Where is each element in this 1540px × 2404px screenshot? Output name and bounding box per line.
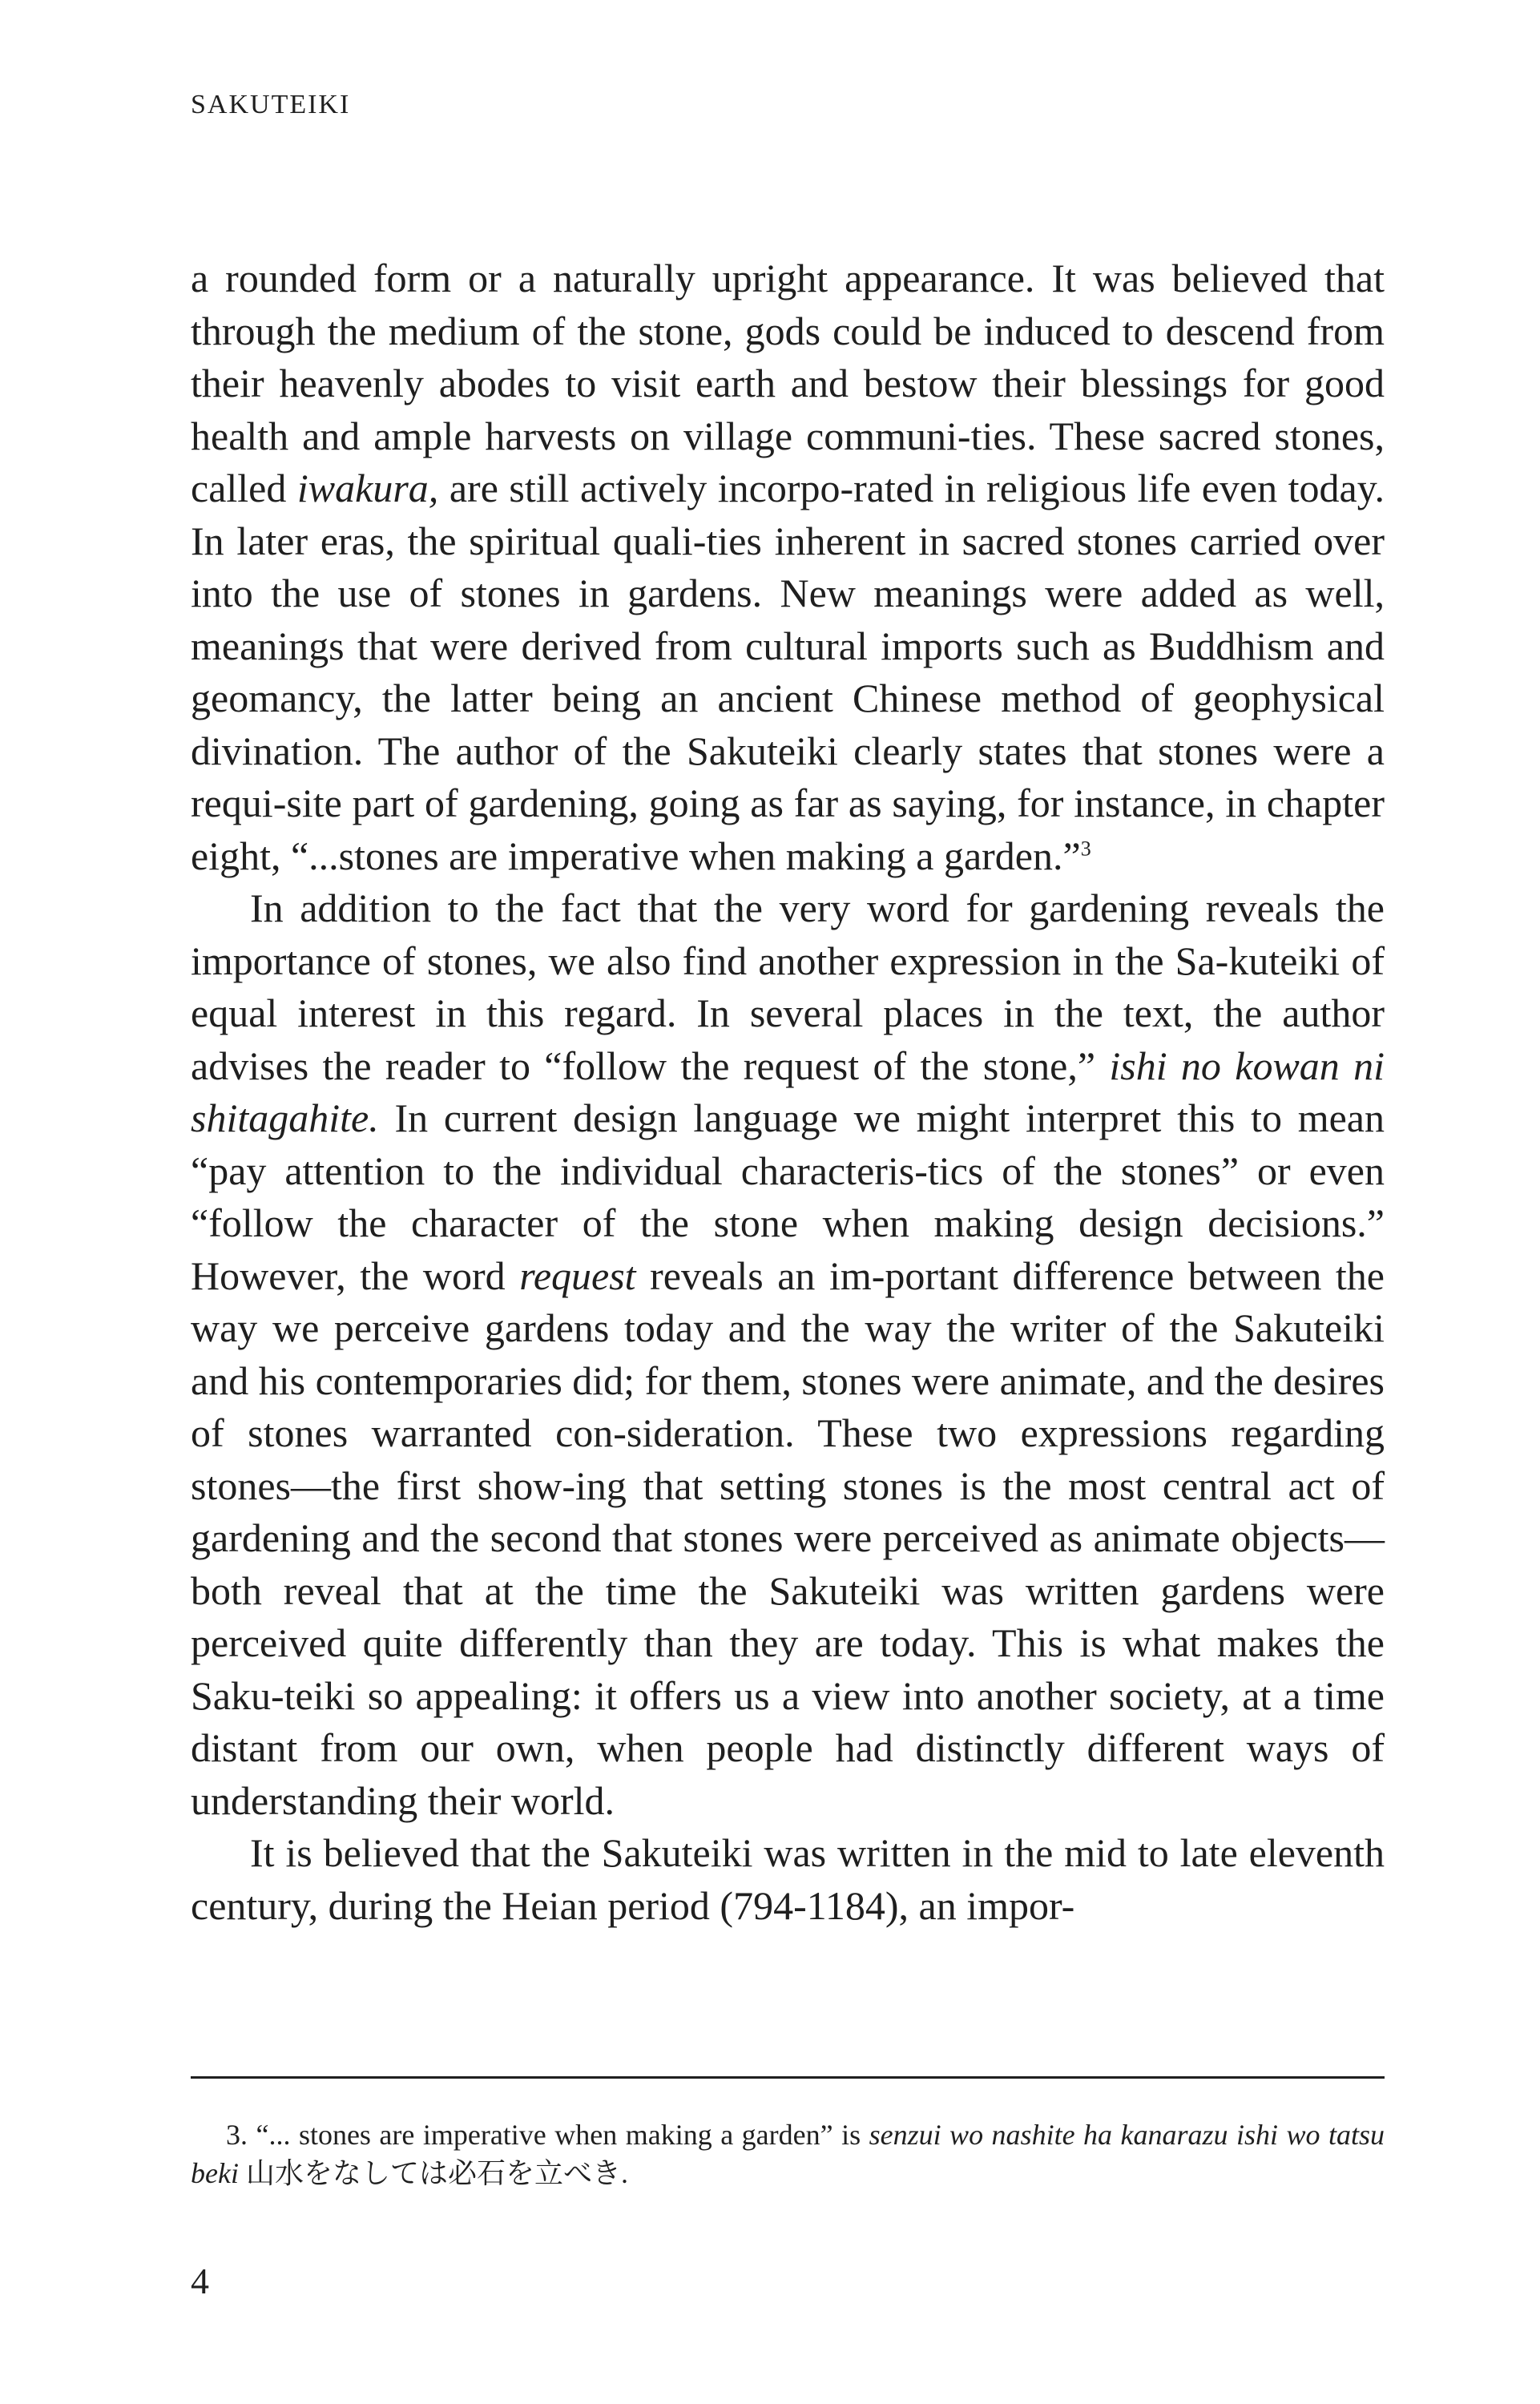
text-run: reveals an im-portant difference between the way we perceive gardens today and the way the writer of the Sakuteiki and his contemporaries did; for them, stones were animate, and the desires of stones warranted con-sideration. These two expressions regarding stones—the first show-ing that setting stones is the most central act of gardening and the second that stones were perceived as animate objects—both reveal that at the time the Sakuteiki was written gardens were perceived quite differently than they are today. This is what makes the Saku-teiki so appealing: it offers us a view into another society, at a time distant from our own, when people had distinctly different ways of understanding their world. bbox=[191, 1252, 1385, 1823]
text-run: “... stones are imperative when making a garden” is bbox=[248, 2119, 869, 2151]
text-run: In addition to the fact that the very word for gardening reveals the importance of stones, we also find another expression in the Sa-kuteiki of equal interest in this regard. In several places in the text, the author advises the reader to “follow the request of the stone,” bbox=[191, 885, 1385, 1088]
running-head: SAKUTEIKI bbox=[191, 90, 351, 119]
italic-term: senzui wo nashite ha kanarazu ishi wo tatsu beki bbox=[191, 2119, 1385, 2189]
text-run: In current design language we might interpret this to mean “pay attention to the individual characteris-tics of the stones” or even “follow the character of the stone when making design decisions.” However, the word bbox=[191, 1095, 1385, 1298]
main-text bbox=[191, 252, 1385, 1932]
text-run: 山水をなしては必石を立べき. bbox=[238, 2157, 628, 2189]
paragraph bbox=[191, 252, 1385, 882]
footnote-number: 3. bbox=[226, 2119, 248, 2151]
italic-term: ishi no kowan ni shitagahite. bbox=[191, 1043, 1385, 1140]
text-run: are still actively incorpo-rated in religious life even today. In later eras, the spiritual quali-ties inherent in sacred stones carried over into the use of stones in gardens. New meanings were added as well, meanings that were derived from cultural imports such as Buddhism and geomancy, the latter being an ancient Chinese method of geophysical divination. The author of the Sakuteiki clearly states that stones were a requi-site part of gardening, going as far as saying, for instance, in chapter eight, “...stones are imperative when making a garden.” bbox=[191, 466, 1385, 878]
paragraph bbox=[191, 1827, 1385, 1932]
text-run: It is believed that the Sakuteiki was written in the mid to late eleventh century, during the Heian period (794-1184), an impor- bbox=[191, 1830, 1385, 1928]
footnote-reference[interactable]: 3 bbox=[1080, 836, 1091, 860]
paragraph bbox=[191, 882, 1385, 1827]
italic-term: iwakura, bbox=[296, 466, 439, 510]
page-number: 4 bbox=[191, 2261, 209, 2301]
text-run: a rounded form or a naturally upright appearance. It was believed that through the medium of the stone, gods could be induced to descend from their heavenly abodes to visit earth and bestow their blessings for good health and ample harvests on village communi-ties. These sacred stones, called bbox=[191, 256, 1385, 510]
footnote-divider bbox=[191, 2076, 1385, 2079]
italic-term: request bbox=[519, 1252, 636, 1298]
footnote bbox=[191, 2116, 1385, 2192]
